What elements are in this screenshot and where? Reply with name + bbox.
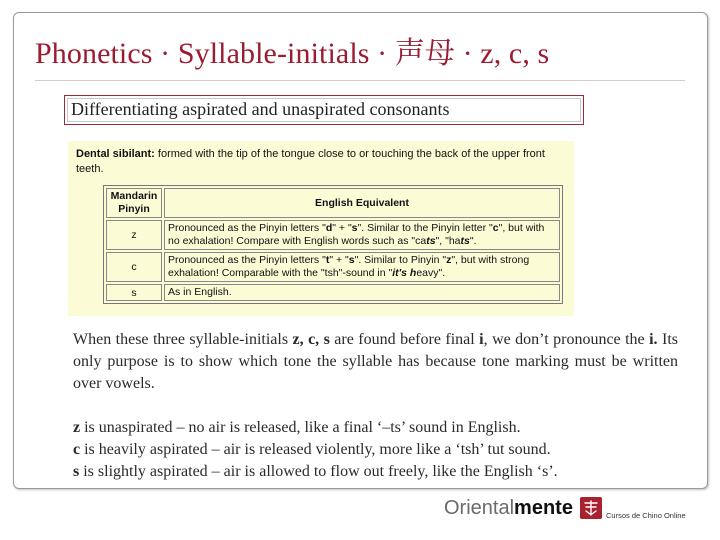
description-segment: ". (469, 235, 477, 247)
line-z (73, 417, 678, 439)
definition-panel (68, 141, 574, 316)
subtitle-text: Differentiating aspirated and unaspirated consonants (71, 99, 450, 119)
header-english-equivalent: English Equivalent (164, 188, 560, 218)
description-segment: " + " (329, 254, 349, 266)
table-header-row (106, 188, 560, 218)
subtitle-box (64, 95, 584, 125)
description-segment: Pronounced as the Pinyin letters " (168, 254, 326, 266)
intro-paragraph (73, 329, 678, 395)
row-description (164, 284, 560, 301)
description-segment: ts (426, 235, 436, 247)
logo-word-strong: mente (514, 497, 573, 519)
description-segment: c (492, 222, 499, 234)
row-letter: s (106, 284, 162, 301)
description-segment: ". Similar to the Pinyin letter " (357, 222, 493, 234)
row-description (164, 252, 560, 282)
row-description (164, 220, 560, 250)
description-segment: s (351, 222, 358, 234)
line-text: is heavily aspirated – air is released violently, more like a ‘tsh’ tut sound. (80, 441, 551, 458)
title-divider (35, 80, 685, 81)
logo-wordmark (444, 497, 573, 520)
description-segment: ts (460, 235, 470, 247)
orientalmente-logo (444, 497, 714, 527)
row-letter: c (106, 252, 162, 282)
intro-segment: i (479, 331, 484, 348)
intro-segment: When these three syllable-initials (73, 331, 293, 348)
description-segment: As in English. (168, 286, 232, 298)
description-segment: it's h (392, 267, 417, 279)
explanation-text (73, 329, 678, 483)
line-s (73, 461, 678, 483)
description-segment: s (348, 254, 355, 266)
description-segment: ", but with no exhalation! Compare with English words such as "ca (168, 222, 545, 247)
intro-segment: z, c, s (292, 331, 330, 348)
description-label: Dental sibilant: (76, 148, 155, 160)
header-mandarin-pinyin: Mandarin Pinyin (106, 188, 162, 218)
seal-icon (580, 497, 602, 519)
description-segment: z (446, 254, 452, 266)
line-letter: z (73, 419, 81, 436)
line-text: is unaspirated – no air is released, like a final ‘–ts’ sound in English. (80, 419, 521, 436)
intro-segment: are found before final (329, 331, 480, 348)
row-letter: z (106, 220, 162, 250)
description-segment: ", "ha (435, 235, 461, 247)
table-row (106, 252, 560, 282)
table-row (106, 284, 560, 301)
intro-segment: i. (649, 331, 658, 348)
intro-segment: , we don’t pronounce the (483, 331, 650, 348)
logo-word-light: Oriental (444, 497, 515, 519)
description-segment: t (325, 254, 330, 266)
panel-description (76, 147, 566, 177)
intro-segment: Its only purpose is to show which tone the syllable has because tone marking must be written over vowels. (73, 331, 679, 392)
description-segment: " + " (332, 222, 352, 234)
description-segment: ". Similar to Pinyin " (354, 254, 447, 266)
table-row (106, 220, 560, 250)
description-segment: Pronounced as the Pinyin letters " (168, 222, 326, 234)
line-letter: c (73, 441, 81, 458)
slide-title: Phonetics · Syllable-initials · 声母 · z, c, s (35, 37, 550, 70)
description-text: formed with the tip of the tongue close to or touching the back of the upper front teeth. (76, 148, 545, 175)
line-text: is slightly aspirated – air is allowed to flow out freely, like the English ‘s’. (79, 463, 558, 480)
line-c (73, 439, 678, 461)
paragraph-spacer (73, 395, 678, 417)
description-segment: eavy". (416, 267, 446, 279)
pinyin-table (103, 185, 563, 304)
logo-tagline: Cursos de Chino Online (606, 511, 686, 520)
line-letter: s (73, 463, 80, 480)
description-segment: d (325, 222, 333, 234)
description-segment: ", but with strong exhalation! Comparable with the "tsh"-sound in " (168, 254, 530, 279)
